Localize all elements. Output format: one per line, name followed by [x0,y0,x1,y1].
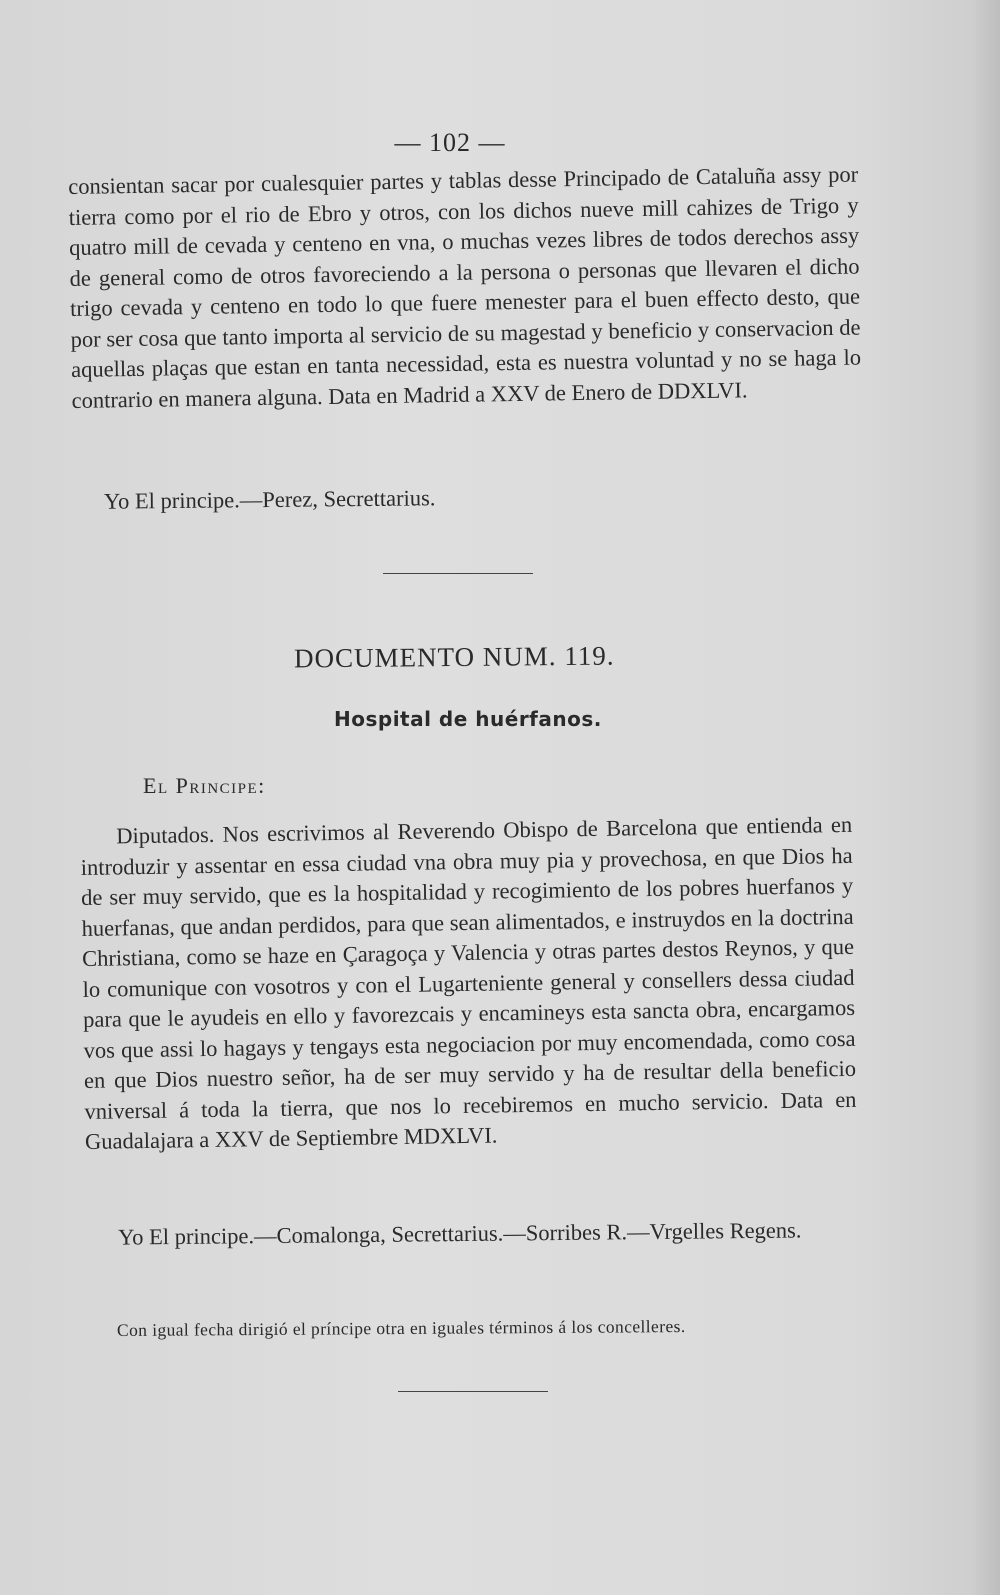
footnote: Con igual fecha dirigió el príncipe otra en iguales términos á los concelleres. [116,1316,686,1340]
continuation-text [68,160,862,416]
document-heading: DOCUMENTO NUM. 119. [293,640,615,674]
continuation-paragraph: consientan sacar por cualesquier partes y tablas desse Principado de Cataluña assy por tierra como por el rio de Ebro y otros, con los dichos nueve mill cahizes de Trigo y quatro mill de cevada y centeno en vna, o muchas vezes libres de todos derechos assy de general como de otros favoreciendo a la persona o personas que llevaren el dicho trigo cevada y centeno en todo lo que fuere menester para el buen effecto desto, que por ser cosa que tanto importa al servicio de su magestad y beneficio y conservacion de aquellas plaças que estan en tanta necessidad, esta es nuestra voluntad y no se haga lo contrario en manera alguna. Data en Madrid a XXV de Enero de DDXLVI. [68,161,862,413]
salutation: El Principe: [143,773,266,798]
document-paragraph: Diputados. Nos escrivimos al Reverendo Obispo de Barcelona que entienda en introduzir y assentar en essa ciudad vna obra muy pia y provechosa, en que Dios ha de ser muy servido, que es la hospitalidad y recogimiento de los pobres huerfanos y huerfanas, que andan perdidos, para que sean alimentados, e instruydos en la doctrina Christiana, como se haze en Çaragoça y Valencia y otras partes destos Reynos, y que lo comunique con vosotros y con el Lugarteniente general y consellers dessa ciudad para que le ayudeis en ello y favorezcais y encamineys esta sancta obra, encargamos vos que assi lo hagays y tengays esta negociacion por muy encomendada, como cosa en que Dios nuestro señor, ha de ser muy servido y ha de resultar della beneficio vniversal á toda la tierra, que nos lo recebiremos en mucho servicio. Data en Guadalajara a XXV de Septiembre MDXLVI. [80,811,857,1154]
continuation-signature: Yo El principe.—Perez, Secrettarius. [103,485,436,514]
page-number: — 102 — [394,128,506,157]
end-divider [398,1391,548,1392]
section-divider [383,573,533,574]
document-body [80,810,857,1158]
document-subtitle: Hospital de huérfanos. [334,707,602,731]
document-signature: Yo El principe.—Comalonga, Secrettarius.—Sorribes R.—Vrgelles Regens. [118,1217,802,1250]
